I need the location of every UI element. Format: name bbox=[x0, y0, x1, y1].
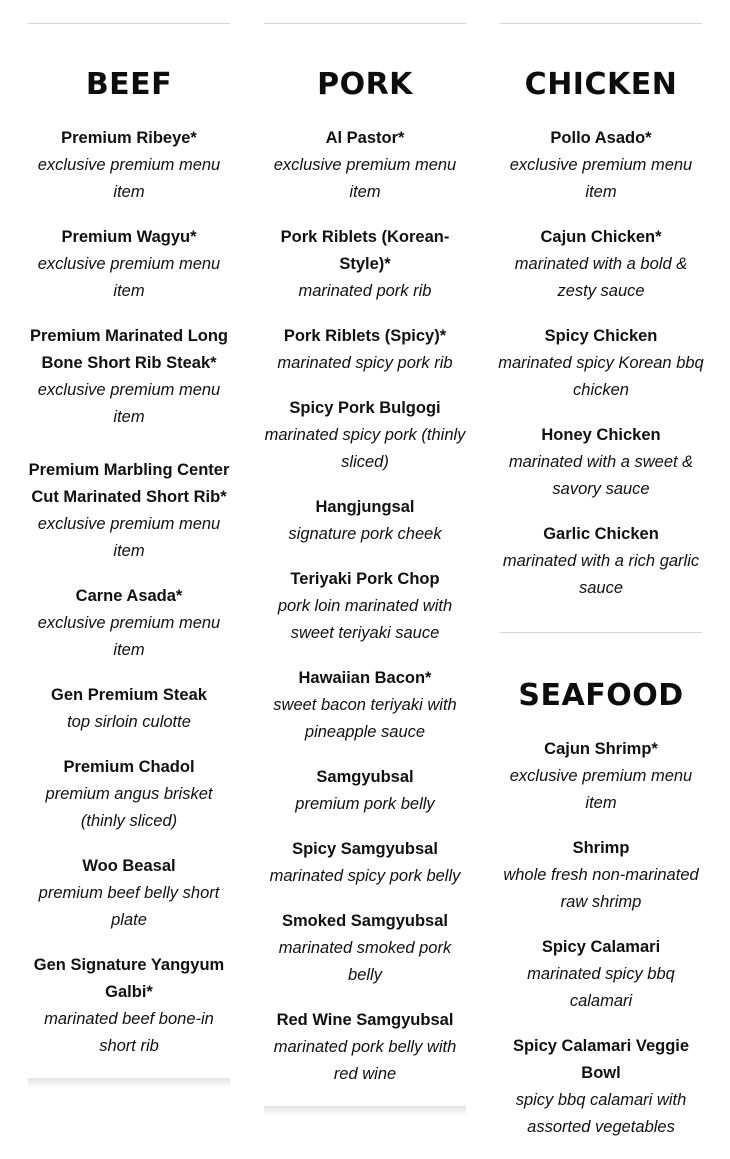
menu-item bbox=[28, 583, 230, 664]
item-name: Premium Chadol bbox=[63, 758, 195, 776]
item-description: marinated smoked pork belly bbox=[278, 939, 452, 984]
item-name: Garlic Chicken bbox=[543, 525, 659, 543]
item-description: marinated with a rich garlic sauce bbox=[502, 552, 700, 597]
item-name: Premium Marbling Center Cut Marinated Short Rib* bbox=[28, 461, 230, 506]
item-name: Spicy Calamari bbox=[541, 938, 661, 956]
menu-item bbox=[28, 125, 230, 206]
item-description: exclusive premium menu item bbox=[37, 156, 221, 201]
menu-item bbox=[264, 125, 466, 206]
item-name: Shrimp bbox=[572, 839, 630, 857]
menu-item bbox=[500, 422, 702, 503]
item-description: sweet bacon teriyaki with pineapple sauce bbox=[273, 696, 457, 741]
item-name: Premium Ribeye* bbox=[61, 129, 197, 147]
item-description: marinated spicy bbq calamari bbox=[527, 965, 675, 1010]
menu-item bbox=[264, 566, 466, 647]
menu-item bbox=[500, 125, 702, 206]
seafood-menu-list bbox=[500, 736, 702, 1141]
item-description: marinated spicy pork (thinly sliced) bbox=[264, 426, 466, 471]
item-name: Pork Riblets (Spicy)* bbox=[283, 327, 447, 345]
item-description: exclusive premium menu item bbox=[37, 614, 221, 659]
menu-item bbox=[500, 736, 702, 817]
item-name: Premium Marinated Long Bone Short Rib Steak* bbox=[29, 327, 229, 372]
item-name: Gen Premium Steak bbox=[51, 686, 207, 704]
item-description: marinated with a sweet & savory sauce bbox=[508, 453, 694, 498]
item-description: marinated spicy pork rib bbox=[277, 354, 453, 372]
item-description: marinated pork rib bbox=[298, 282, 432, 300]
item-description: whole fresh non-marinated raw shrimp bbox=[503, 866, 699, 911]
item-description: pork loin marinated with sweet teriyaki sauce bbox=[277, 597, 453, 642]
item-name: Hangjungsal bbox=[315, 498, 415, 516]
menu-item bbox=[264, 908, 466, 989]
menu-item bbox=[264, 1007, 466, 1088]
menu-item bbox=[28, 224, 230, 305]
seafood-heading: SEAFOOD bbox=[518, 678, 684, 713]
item-description: marinated spicy Korean bbq chicken bbox=[498, 354, 704, 399]
item-description: exclusive premium menu item bbox=[509, 156, 693, 201]
beef-heading: BEEF bbox=[85, 67, 173, 102]
item-name: Teriyaki Pork Chop bbox=[290, 570, 440, 588]
item-description: premium pork belly bbox=[295, 795, 435, 813]
item-name: Woo Beasal bbox=[82, 857, 176, 875]
menu-item bbox=[264, 323, 466, 377]
menu-item bbox=[500, 323, 702, 404]
pork-menu-list bbox=[264, 125, 466, 1116]
item-name: Hawaiian Bacon* bbox=[298, 669, 432, 687]
divider bbox=[264, 23, 466, 24]
item-name: Smoked Samgyubsal bbox=[282, 912, 448, 930]
menu-item bbox=[264, 494, 466, 548]
pork-heading: PORK bbox=[317, 67, 413, 102]
divider bbox=[28, 23, 230, 24]
item-name: Red Wine Samgyubsal bbox=[276, 1011, 454, 1029]
item-description: exclusive premium menu item bbox=[273, 156, 457, 201]
menu-item bbox=[264, 764, 466, 818]
item-name: Al Pastor* bbox=[325, 129, 405, 147]
item-description: marinated beef bone-in short rib bbox=[44, 1010, 214, 1055]
beef-column bbox=[28, 0, 230, 1088]
item-name: Honey Chicken bbox=[541, 426, 661, 444]
menu-item bbox=[28, 457, 230, 565]
beef-menu-list bbox=[28, 125, 230, 1088]
item-name: Spicy Calamari Veggie Bowl bbox=[512, 1037, 690, 1082]
chicken-menu-list bbox=[500, 125, 702, 602]
item-description: exclusive premium menu item bbox=[509, 767, 693, 812]
menu-item bbox=[28, 682, 230, 736]
item-description: marinated with a bold & zesty sauce bbox=[514, 255, 688, 300]
divider bbox=[500, 632, 702, 633]
item-description: exclusive premium menu item bbox=[37, 515, 221, 560]
menu-item bbox=[264, 836, 466, 890]
menu-item bbox=[28, 323, 230, 431]
item-description: exclusive premium menu item bbox=[37, 255, 221, 300]
menu-item bbox=[264, 224, 466, 305]
divider bbox=[500, 23, 702, 24]
item-description: exclusive premium menu item bbox=[37, 381, 221, 426]
item-name: Pollo Asado* bbox=[550, 129, 652, 147]
pork-column bbox=[264, 0, 466, 1116]
chicken-seafood-column bbox=[500, 0, 702, 1159]
item-name: Pork Riblets (Korean-Style)* bbox=[280, 228, 450, 273]
menu-item bbox=[28, 754, 230, 835]
item-name: Cajun Chicken* bbox=[540, 228, 662, 246]
item-name: Premium Wagyu* bbox=[61, 228, 197, 246]
item-name: Samgyubsal bbox=[316, 768, 414, 786]
item-description: premium beef belly short plate bbox=[38, 884, 220, 929]
menu-item bbox=[264, 395, 466, 476]
item-description: top sirloin culotte bbox=[67, 713, 191, 731]
item-name: Gen Signature Yangyum Galbi* bbox=[33, 956, 225, 1001]
item-name: Spicy Pork Bulgogi bbox=[289, 399, 441, 417]
item-description: spicy bbq calamari with assorted vegetables bbox=[515, 1091, 687, 1136]
menu-item bbox=[500, 934, 702, 1015]
item-name: Spicy Samgyubsal bbox=[292, 840, 438, 858]
item-description: marinated spicy pork belly bbox=[269, 867, 461, 885]
menu-item bbox=[28, 853, 230, 934]
item-description: marinated pork belly with red wine bbox=[273, 1038, 457, 1083]
menu-item bbox=[500, 1033, 702, 1141]
menu-item bbox=[28, 952, 230, 1060]
item-description: premium angus brisket (thinly sliced) bbox=[45, 785, 213, 830]
cut-off-fade bbox=[28, 1078, 230, 1088]
menu-item bbox=[500, 835, 702, 916]
item-name: Carne Asada* bbox=[75, 587, 183, 605]
item-description: signature pork cheek bbox=[288, 525, 442, 543]
item-name: Spicy Chicken bbox=[544, 327, 658, 345]
menu-item bbox=[264, 665, 466, 746]
item-name: Cajun Shrimp* bbox=[544, 740, 658, 758]
menu-item bbox=[500, 521, 702, 602]
menu-item bbox=[500, 224, 702, 305]
cut-off-fade bbox=[264, 1106, 466, 1116]
chicken-heading: CHICKEN bbox=[524, 67, 678, 102]
